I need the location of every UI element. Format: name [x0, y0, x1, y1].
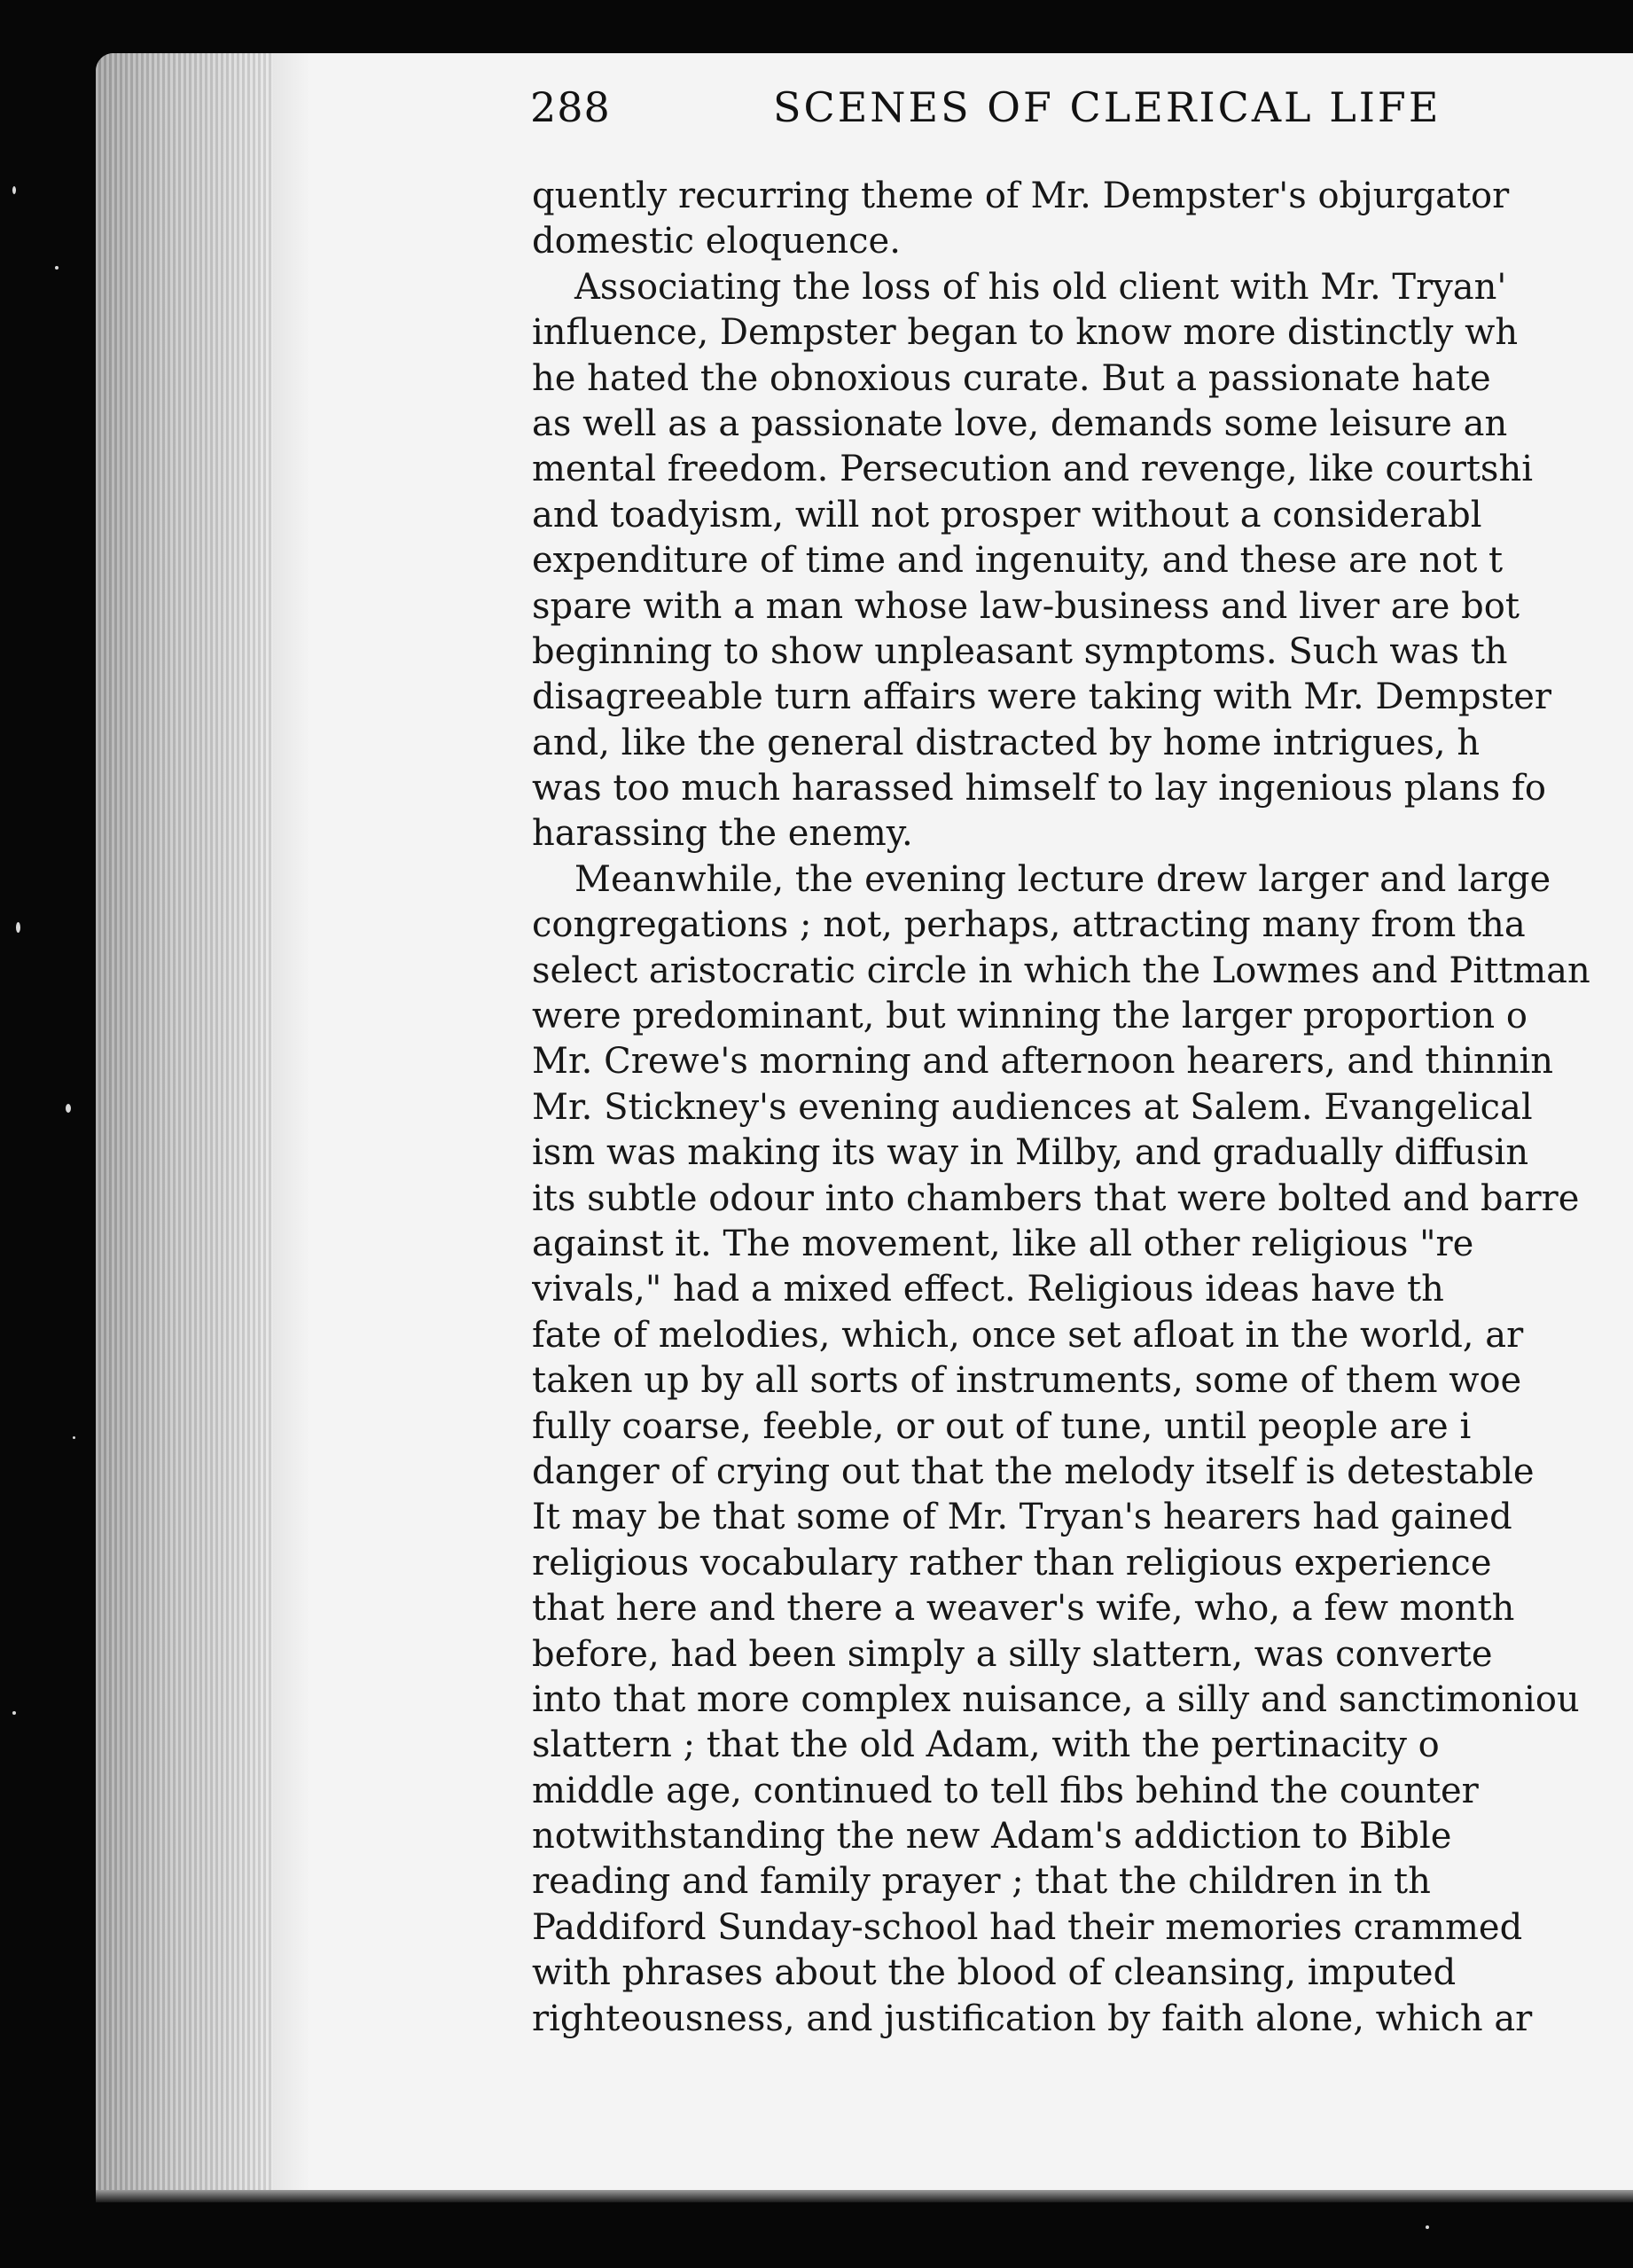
page-number: 288 [530, 83, 611, 131]
body-text [532, 174, 1633, 2186]
text-line: were predominant, but winning the larger proportion o [532, 996, 1528, 1037]
text-line: before, had been simply a silly slattern, was converte [532, 1633, 1493, 1675]
text-line: slattern ; that the old Adam, with the pertinacity o [532, 1724, 1440, 1766]
text-line: domestic eloquence. [532, 221, 901, 262]
text-line: against it. The movement, like all other religious "re [532, 1223, 1474, 1264]
text-line: Mr. Stickney's evening audiences at Salem. Evangelical [532, 1086, 1533, 1128]
page-gutter [273, 53, 309, 2192]
text-line: expenditure of time and ingenuity, and these are not t [532, 540, 1504, 582]
text-line: Mr. Crewe's morning and afternoon hearers, and thinnin [532, 1041, 1554, 1083]
text-line: vivals," had a mixed effect. Religious ideas have th [532, 1269, 1444, 1310]
text-line: congregations ; not, perhaps, attracting many from tha [532, 904, 1526, 946]
text-line: as well as a passionate love, demands some leisure an [532, 403, 1508, 444]
text-line: fate of melodies, which, once set afloat in the world, ar [532, 1314, 1524, 1356]
text-line: danger of crying out that the melody itself is detestable [532, 1451, 1535, 1492]
text-line: righteousness, and justification by faith alone, which ar [532, 1998, 1533, 2039]
text-line: harassing the enemy. [532, 813, 913, 855]
text-line: religious vocabulary rather than religious experience [532, 1542, 1492, 1584]
text-line: Meanwhile, the evening lecture drew larger and large [574, 858, 1551, 900]
text-line: with phrases about the blood of cleansing, imputed [532, 1952, 1457, 1994]
text-line: was too much harassed himself to lay ingenious plans fo [532, 768, 1546, 809]
text-line: its subtle odour into chambers that were bolted and barre [532, 1177, 1580, 1219]
text-line: and, like the general distracted by home intrigues, h [532, 722, 1481, 763]
running-title: SCENES OF CLERICAL LIFE [773, 83, 1442, 131]
text-line: notwithstanding the new Adam's addiction to Bible [532, 1816, 1452, 1857]
text-line: disagreeable turn affairs were taking with Mr. Dempster [532, 676, 1551, 718]
text-line: he hated the obnoxious curate. But a passionate hate [532, 357, 1491, 399]
text-line: Associating the loss of his old client with Mr. Tryan' [574, 266, 1507, 308]
text-line: ism was making its way in Milby, and gradually diffusin [532, 1132, 1529, 1174]
text-line: taken up by all sorts of instruments, some of them woe [532, 1360, 1522, 1402]
text-line: quently recurring theme of Mr. Dempster's objurgator [532, 176, 1510, 216]
text-line: influence, Dempster began to know more distinctly wh [532, 312, 1519, 354]
text-line: and toadyism, will not prosper without a considerabl [532, 494, 1482, 536]
text-line: It may be that some of Mr. Tryan's hearers had gained [532, 1497, 1512, 1538]
page-bottom-shadow [96, 2190, 1633, 2202]
text-line: Paddiford Sunday-school had their memories crammed [532, 1906, 1523, 1948]
text-line: into that more complex nuisance, a silly and sanctimoniou [532, 1678, 1580, 1720]
text-line: beginning to show unpleasant symptoms. Such was th [532, 630, 1508, 672]
text-line: mental freedom. Persecution and revenge, like courtshi [532, 449, 1534, 490]
text-line: fully coarse, feeble, or out of tune, until people are i [532, 1405, 1472, 1447]
page-header [530, 76, 1633, 147]
text-line: middle age, continued to tell fibs behind the counter [532, 1770, 1479, 1811]
text-line: spare with a man whose law-business and liver are bot [532, 585, 1520, 627]
text-line: that here and there a weaver's wife, who, a few month [532, 1588, 1515, 1630]
text-line: select aristocratic circle in which the Lowmes and Pittman [532, 950, 1590, 991]
page-edge-stack [96, 53, 273, 2192]
text-line: reading and family prayer ; that the children in th [532, 1861, 1431, 1903]
